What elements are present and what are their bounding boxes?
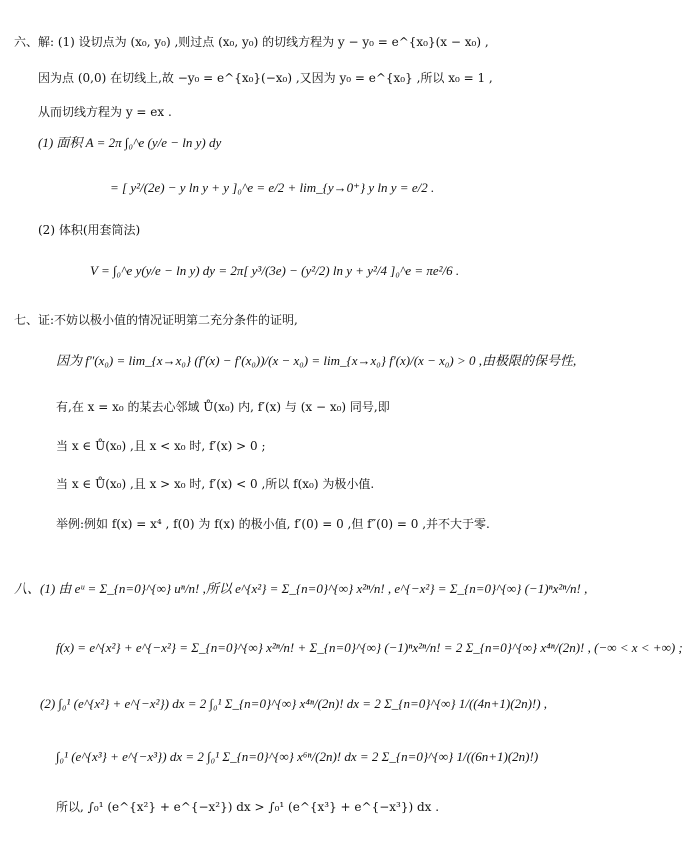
s6-line-2: 因为点 (0,0) 在切线上,故 −y₀ = e^{x₀}(−x₀) ,又因为 y₀ = e^{x₀} ,所以 x₀ = 1 ,: [38, 71, 493, 85]
s7-line-3: 有,在 x = x₀ 的某去心邻域 Ů(x₀) 内, f′(x) 与 (x − x₀) 同号,即: [56, 400, 390, 414]
s6-line-3: 从而切线方程为 y = ex .: [38, 105, 172, 119]
s8-series-definitions: 八、(1) 由 eᵘ = Σ_{n=0}^{∞} uⁿ/n! ,所以 e^{x²} = Σ_{n=0}^{∞} x²ⁿ/n! , e^{−x²} = Σ_{n=0}^{∞} (−1)ⁿx²ⁿ/n! ,: [14, 581, 588, 596]
s7-line-5: 当 x ∈ Ů(x₀) ,且 x > x₀ 时, f′(x) < 0 ,所以 f(x₀) 为极小值.: [56, 477, 375, 491]
s8-function-series: f(x) = e^{x²} + e^{−x²} = Σ_{n=0}^{∞} x²ⁿ/n! + Σ_{n=0}^{∞} (−1)ⁿx²ⁿ/n! = 2 Σ_{n=0}^{∞} x⁴ⁿ/(2n)! , (−∞ < x < +∞) ;: [56, 640, 683, 655]
s8-conclusion: 所以, ∫₀¹ (e^{x²} + e^{−x²}) dx > ∫₀¹ (e^{x³} + e^{−x³}) dx .: [56, 800, 440, 814]
s6-volume-heading: (2) 体积(用套筒法): [38, 223, 141, 237]
s7-example: 举例:例如 f(x) = x⁴ , f(0) 为 f(x) 的极小值, f′(0) = 0 ,但 f″(0) = 0 ,并不大于零.: [56, 517, 490, 531]
s6-area-result: = [ y²/(2e) − y ln y + y ]₀^e = e/2 + lim_{y→0⁺} y ln y = e/2 .: [110, 180, 435, 195]
s8-integral-1: (2) ∫₀¹ (e^{x²} + e^{−x²}) dx = 2 ∫₀¹ Σ_{n=0}^{∞} x⁴ⁿ/(2n)! dx = 2 Σ_{n=0}^{∞} 1/((4n+1)(2n)!) ,: [40, 696, 548, 711]
s6-area-formula: (1) 面积 A = 2π ∫₀^e (y/e − ln y) dy: [38, 135, 222, 150]
s6-line-1: 六、解: (1) 设切点为 (x₀, y₀) ,则过点 (x₀, y₀) 的切线方程为 y − y₀ = e^{x₀}(x − x₀) ,: [14, 35, 489, 49]
s8-integral-2: ∫₀¹ (e^{x³} + e^{−x³}) dx = 2 ∫₀¹ Σ_{n=0}^{∞} x⁶ⁿ/(2n)! dx = 2 Σ_{n=0}^{∞} 1/((6n+1)(2n)!): [56, 749, 539, 764]
s7-second-derivative-limit: 因为 f″(x₀) = lim_{x→x₀} (f′(x) − f′(x₀))/(x − x₀) = lim_{x→x₀} f′(x)/(x − x₀) > 0 ,由极限的保号性,: [56, 353, 577, 368]
s7-line-1: 七、证:不妨以极小值的情况证明第二充分条件的证明,: [14, 313, 298, 327]
s6-volume-formula: V = ∫₀^e y(y/e − ln y) dy = 2π[ y³/(3e) − (y²/2) ln y + y²/4 ]₀^e = πe²/6 .: [90, 263, 460, 278]
s7-line-4: 当 x ∈ Ů(x₀) ,且 x < x₀ 时, f′(x) > 0 ;: [56, 439, 266, 453]
